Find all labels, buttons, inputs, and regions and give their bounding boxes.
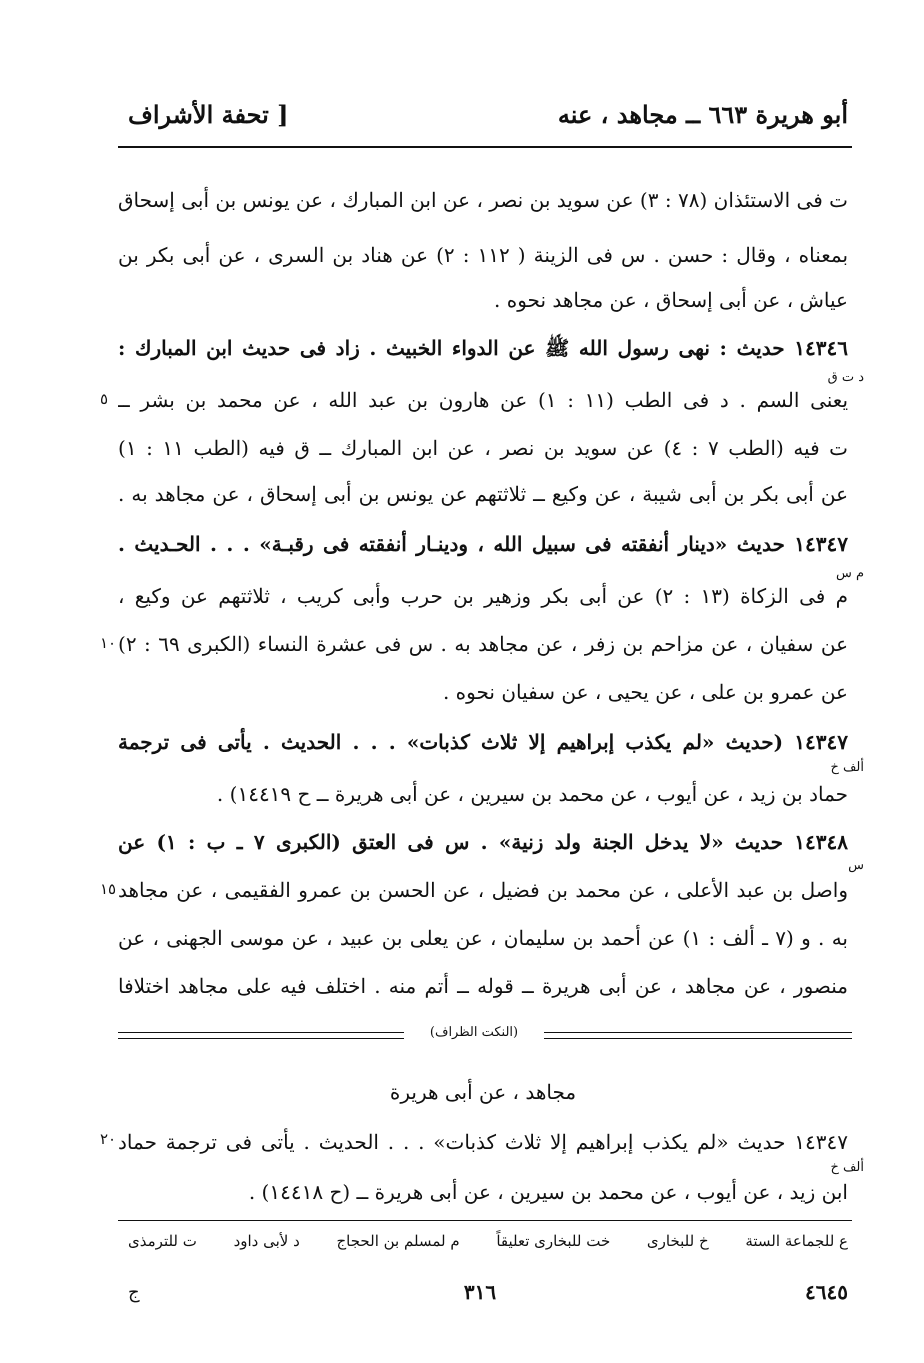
- text-line: ت فى الاستئذان (٧٨ : ٣) عن سويد بن نصر ، عن ابن المبارك ، عن يونس بن أبى إسحاق: [118, 188, 848, 212]
- footer-number: ٤٦٤٥: [805, 1280, 848, 1304]
- line-number: ٢٠: [100, 1130, 117, 1148]
- text-line: عن أبى بكر بن أبى شيبة ، عن وكيع ــ ثلاثتهم عن يونس بن أبى إسحاق ، عن مجاهد به .: [118, 482, 848, 506]
- page-number: ٣١٦: [463, 1280, 497, 1304]
- abbreviation-item: د لأبى داود: [233, 1232, 300, 1250]
- hadith-line: ١٤٣٤٧ (حديث «لم يكذب إبراهيم إلا ثلاث كذبات» . . . الحديث . يأتى فى ترجمة: [118, 730, 848, 754]
- line-number: ١٥: [100, 880, 117, 898]
- abbreviation-item: خ للبخارى: [646, 1232, 709, 1250]
- hadith-line: ١٤٣٤٧ حديث «دينار أنفقته فى سبيل الله ، ودينـار أنفقته فى رقبـة» . . . الحـديث .: [118, 532, 848, 556]
- line-number: ٥: [100, 390, 109, 408]
- line-number: ١٠: [100, 634, 117, 652]
- text-line: ت فيه (الطب ٧ : ٤) عن سويد بن نصر ، عن ابن المبارك ــ ق فيه (الطب ١١ : ١): [118, 436, 848, 460]
- margin-note: ألف خ: [830, 760, 864, 775]
- margin-note: د ت ق: [827, 370, 864, 385]
- text-line: عياش ، عن أبى إسحاق ، عن مجاهد نحوه .: [494, 288, 848, 312]
- margin-note: م س: [835, 566, 864, 581]
- header-rule: [118, 146, 852, 148]
- hadith-line: ١٤٣٤٨ حديث «لا يدخل الجنة ولد زنية» . س فى العتق (الكبرى ٧ ـ ب : ١) عن: [118, 830, 848, 854]
- ornament-label: (النكت الظراف): [404, 1025, 544, 1040]
- margin-note: ألف خ: [830, 1160, 864, 1175]
- text-line: واصل بن عبد الأعلى ، عن محمد بن فضيل ، عن الحسن بن عمرو الفقيمى ، عن مجاهد: [118, 878, 848, 902]
- running-header: [128, 96, 848, 138]
- abbreviation-key: [128, 1232, 848, 1250]
- text-line: حماد بن زيد ، عن أيوب ، عن محمد بن سيرين ، عن أبى هريرة ــ ح ١٤٤١٩) .: [216, 782, 848, 806]
- text-line: يعنى السم . د فى الطب (١١ : ١) عن هارون بن عبد الله ، عن محمد بن بشر ــ: [118, 388, 848, 412]
- text-line: ابن زيد ، عن أيوب ، عن محمد بن سيرين ، عن أبى هريرة ــ (ح ١٤٤١٨) .: [248, 1180, 848, 1204]
- text-line: به . و (٧ ـ ألف : ١) عن أحمد بن سليمان ، عن يعلى بن عبيد ، عن موسى الجهنى ، عن: [118, 926, 848, 950]
- volume-mark: ج: [128, 1282, 140, 1303]
- abbreviation-item: م لمسلم بن الحجاج: [336, 1232, 460, 1250]
- header-title-left: [ تحفة الأشراف: [128, 100, 289, 129]
- header-title-right: أبو هريرة ٦٦٣ ــ مجاهد ، عنه: [557, 100, 848, 129]
- margin-note: س: [848, 858, 864, 873]
- section-subheading: مجاهد ، عن أبى هريرة: [389, 1080, 577, 1104]
- abbreviation-item: ت للترمذى: [128, 1232, 197, 1250]
- text-line: بمعناه ، وقال : حسن . س فى الزينة ( ١١٢ : ٢) عن هناد بن السرى ، عن أبى بكر بن: [118, 243, 848, 267]
- abbreviation-item: ع للجماعة الستة: [745, 1232, 848, 1250]
- text-line: عن عمرو بن على ، عن يحيى ، عن سفيان نحوه .: [442, 680, 848, 704]
- text-line: منصور ، عن مجاهد ، عن أبى هريرة ــ قوله ــ أتم منه . اختلف فيه على مجاهد اختلافا: [118, 974, 848, 998]
- text-line: عن سفيان ، عن مزاحم بن زفر ، عن مجاهد به . س فى عشرة النساء (الكبرى ٦٩ : ٢): [118, 632, 848, 656]
- footnote-rule: [118, 1220, 852, 1221]
- text-line: ١٤٣٤٧ حديث «لم يكذب إبراهيم إلا ثلاث كذبات» . . . الحديث . يأتى فى ترجمة حماد: [118, 1130, 848, 1154]
- hadith-line: ١٤٣٤٦ حديث : نهى رسول الله ﷺ عن الدواء الخبيث . زاد فى حديث ابن المبارك :: [118, 336, 848, 360]
- abbreviation-item: خت للبخارى تعليقاً: [496, 1232, 611, 1250]
- text-line: م فى الزكاة (١٣ : ٢) عن أبى بكر وزهير بن حرب وأبى كريب ، ثلاثتهم عن وكيع ،: [118, 584, 848, 608]
